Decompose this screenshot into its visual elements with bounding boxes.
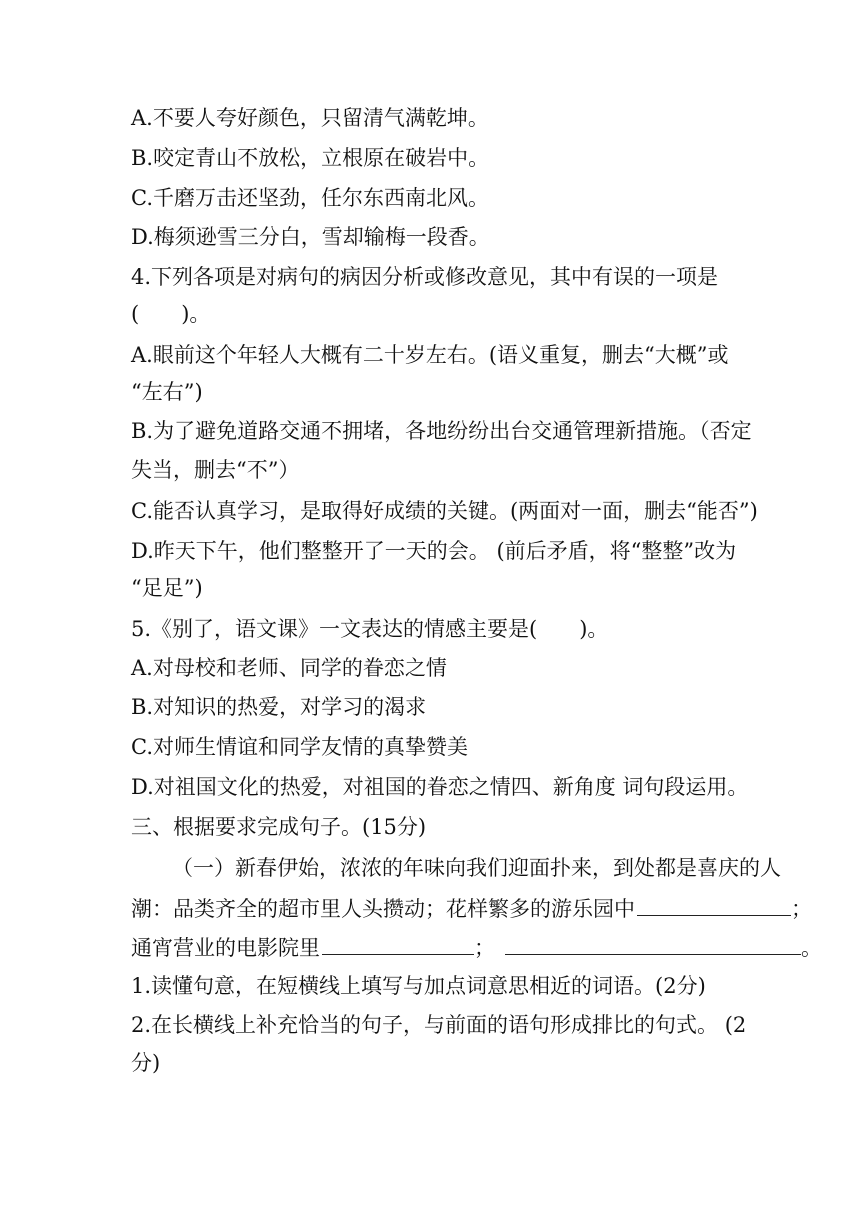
- q5-option-d: D.对祖国文化的热爱，对祖国的眷恋之情四、新角度 词句段运用。: [131, 775, 749, 799]
- section3-task2-line1: 2.在长横线上补充恰当的句子，与前面的语句形成排比的句式。 (2: [131, 1013, 747, 1037]
- paragraph-text: 通宵营业的电影院里: [131, 936, 320, 960]
- punctuation: 。: [801, 936, 822, 960]
- q5-option-a: A.对母校和老师、同学的眷恋之情: [131, 656, 447, 680]
- q4-option-a-line2: “左右”): [131, 380, 203, 404]
- section3-heading: 三、根据要求完成句子。(15分): [131, 815, 427, 839]
- short-blank-1[interactable]: [637, 893, 791, 916]
- paragraph-text: 潮：品类齐全的超市里人头攒动；花样繁多的游乐园中: [131, 897, 635, 921]
- section3-paragraph-line3: [131, 932, 822, 963]
- q4-option-c: C.能否认真学习，是取得好成绩的关键。(两面对一面，删去“能否”): [131, 499, 758, 523]
- q4-option-d-line2: “足足”): [131, 576, 203, 600]
- q3-option-b: B.咬定青山不放松，立根原在破岩中。: [131, 146, 490, 170]
- punctuation: ；: [791, 897, 812, 921]
- q5-option-b: B.对知识的热爱，对学习的渴求: [131, 695, 427, 719]
- long-blank[interactable]: [505, 932, 801, 955]
- q4-option-d-line1: D.昨天下午，他们整整开了一天的会。 (前后矛盾，将“整整”改为: [131, 539, 737, 563]
- q4-option-b-line1: B.为了避免道路交通不拥堵，各地纷纷出台交通管理新措施。（否定: [131, 419, 752, 443]
- q5-option-c: C.对师生情谊和同学友情的真挚赞美: [131, 735, 468, 759]
- q3-option-d: D.梅须逊雪三分白，雪却输梅一段香。: [131, 225, 490, 249]
- section3-task2-line2: 分): [131, 1051, 161, 1075]
- q4-option-b-line2: 失当，删去“不”）: [131, 458, 300, 482]
- q4-stem-line1: 4.下列各项是对病句的病因分析或修改意见，其中有误的一项是: [131, 265, 719, 289]
- section3-paragraph-line2: [131, 893, 812, 924]
- section3-paragraph-line1: （一）新春伊始，浓浓的年味向我们迎面扑来，到处都是喜庆的人: [172, 856, 781, 880]
- q4-stem-line2: ( )。: [131, 302, 211, 326]
- q5-stem: 5.《别了，语文课》一文表达的情感主要是( )。: [131, 617, 609, 641]
- punctuation: ；: [474, 936, 495, 960]
- q3-option-c: C.千磨万击还坚劲，任尔东西南北风。: [131, 186, 489, 210]
- q3-option-a: A.不要人夸好颜色，只留清气满乾坤。: [131, 106, 489, 130]
- q4-option-a-line1: A.眼前这个年轻人大概有二十岁左右。(语义重复，删去“大概”或: [131, 343, 729, 367]
- section3-task1: 1.读懂句意，在短横线上填写与加点词意思相近的词语。(2分): [131, 974, 706, 998]
- short-blank-2[interactable]: [322, 932, 474, 955]
